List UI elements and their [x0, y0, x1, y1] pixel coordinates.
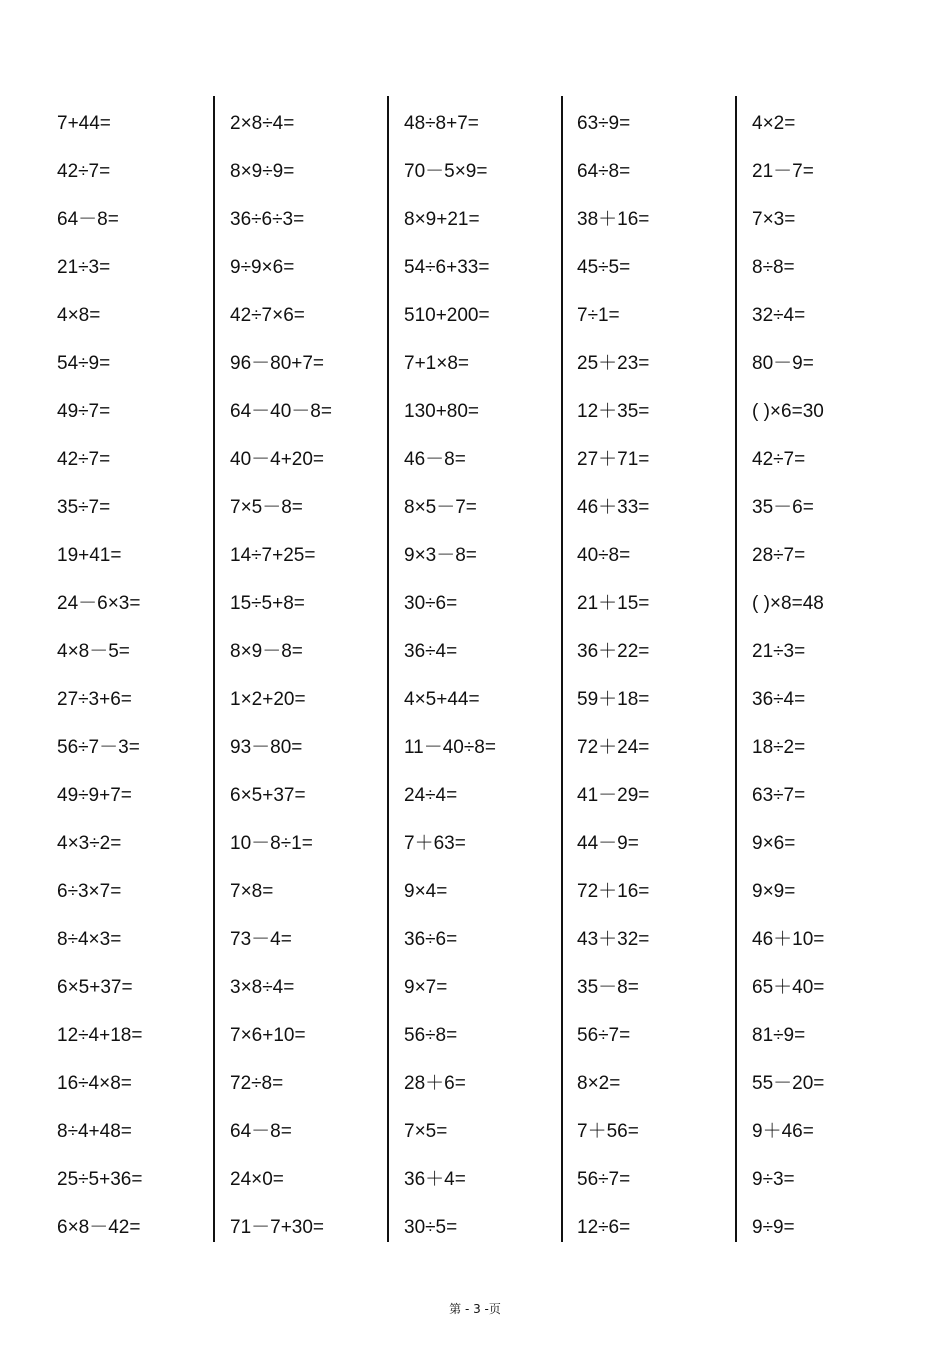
arithmetic-problem: 46＋10= — [752, 929, 825, 950]
arithmetic-problem: 12÷6= — [577, 1217, 631, 1238]
arithmetic-problem: 16÷4×8= — [57, 1073, 132, 1094]
arithmetic-problem: 49÷7= — [57, 401, 111, 422]
arithmetic-problem: 4×8－5= — [57, 641, 130, 662]
arithmetic-problem: 4×5+44= — [404, 689, 480, 710]
arithmetic-problem: 8÷8= — [752, 257, 795, 278]
arithmetic-problem: 56÷7－3= — [57, 737, 140, 758]
arithmetic-problem: 59＋18= — [577, 689, 650, 710]
arithmetic-problem: 55－20= — [752, 1073, 825, 1094]
arithmetic-problem: 7+1×8= — [404, 353, 469, 374]
arithmetic-problem: 30÷5= — [404, 1217, 458, 1238]
arithmetic-problem: 7+44= — [57, 113, 111, 134]
arithmetic-problem: 2×8÷4= — [230, 113, 295, 134]
arithmetic-problem: 9×9= — [752, 881, 796, 902]
arithmetic-problem: 36＋4= — [404, 1169, 466, 1190]
arithmetic-problem: 42÷7×6= — [230, 305, 305, 326]
arithmetic-problem: 40÷8= — [577, 545, 631, 566]
arithmetic-problem: 7÷1= — [577, 305, 620, 326]
arithmetic-problem: 6×5+37= — [57, 977, 133, 998]
arithmetic-problem: 63÷9= — [577, 113, 631, 134]
arithmetic-problem: 36÷4= — [752, 689, 806, 710]
arithmetic-problem: 8×9－8= — [230, 641, 303, 662]
arithmetic-problem: 35÷7= — [57, 497, 111, 518]
arithmetic-problem: 24×0= — [230, 1169, 284, 1190]
problem-column-4 — [577, 100, 747, 1252]
problem-column-2 — [230, 100, 400, 1252]
arithmetic-problem: 42÷7= — [57, 449, 111, 470]
arithmetic-problem: 8×9÷9= — [230, 161, 295, 182]
arithmetic-problem: 25÷5+36= — [57, 1169, 143, 1190]
arithmetic-problem: 71－7+30= — [230, 1217, 325, 1238]
arithmetic-problem: 63÷7= — [752, 785, 806, 806]
arithmetic-problem: 70－5×9= — [404, 161, 488, 182]
arithmetic-problem: 64－40－8= — [230, 401, 332, 422]
arithmetic-problem: 18÷2= — [752, 737, 806, 758]
arithmetic-problem: 35－6= — [752, 497, 814, 518]
arithmetic-problem: 54÷9= — [57, 353, 111, 374]
arithmetic-problem: 41－29= — [577, 785, 650, 806]
arithmetic-problem: 130+80= — [404, 401, 480, 422]
arithmetic-problem: 8×9+21= — [404, 209, 480, 230]
arithmetic-problem: 81÷9= — [752, 1025, 806, 1046]
arithmetic-problem: 21＋15= — [577, 593, 650, 614]
arithmetic-problem: 72÷8= — [230, 1073, 284, 1094]
arithmetic-problem: 12÷4+18= — [57, 1025, 143, 1046]
arithmetic-problem: 8÷4+48= — [57, 1121, 132, 1142]
arithmetic-problem: 49÷9+7= — [57, 785, 132, 806]
arithmetic-problem: 27÷3+6= — [57, 689, 132, 710]
arithmetic-problem: 72＋24= — [577, 737, 650, 758]
arithmetic-problem: 27＋71= — [577, 449, 650, 470]
arithmetic-problem: 7＋63= — [404, 833, 466, 854]
arithmetic-problem: 64－8= — [57, 209, 119, 230]
arithmetic-problem: 56÷7= — [577, 1169, 631, 1190]
arithmetic-problem: 73－4= — [230, 929, 292, 950]
arithmetic-problem: 9×6= — [752, 833, 796, 854]
arithmetic-problem: 21÷3= — [752, 641, 806, 662]
arithmetic-problem: 38＋16= — [577, 209, 650, 230]
arithmetic-problem: 7＋56= — [577, 1121, 639, 1142]
arithmetic-problem: 6÷3×7= — [57, 881, 122, 902]
arithmetic-problem: 64÷8= — [577, 161, 631, 182]
arithmetic-problem: 1×2+20= — [230, 689, 306, 710]
arithmetic-problem: 6×5+37= — [230, 785, 306, 806]
arithmetic-problem: 25＋23= — [577, 353, 650, 374]
arithmetic-problem: 35－8= — [577, 977, 639, 998]
arithmetic-problem: 45÷5= — [577, 257, 631, 278]
arithmetic-problem: 21÷3= — [57, 257, 111, 278]
arithmetic-problem: 36÷6÷3= — [230, 209, 305, 230]
arithmetic-problem: 56÷8= — [404, 1025, 458, 1046]
arithmetic-problem: ( )×6=30 — [752, 401, 824, 422]
page-number: 第 - 3 -页 — [449, 1302, 501, 1316]
arithmetic-problem: 9÷3= — [752, 1169, 795, 1190]
problem-column-3 — [404, 100, 574, 1252]
arithmetic-problem: 12＋35= — [577, 401, 650, 422]
arithmetic-problem: 9×7= — [404, 977, 448, 998]
arithmetic-problem: 44－9= — [577, 833, 639, 854]
arithmetic-problem: 64－8= — [230, 1121, 292, 1142]
arithmetic-problem: 510+200= — [404, 305, 490, 326]
problem-column-5 — [752, 100, 922, 1252]
arithmetic-problem: 65＋40= — [752, 977, 825, 998]
arithmetic-problem: 7×5= — [404, 1121, 448, 1142]
arithmetic-problem: 42÷7= — [752, 449, 806, 470]
arithmetic-problem: 56÷7= — [577, 1025, 631, 1046]
arithmetic-problem: 9÷9×6= — [230, 257, 295, 278]
arithmetic-problem: 42÷7= — [57, 161, 111, 182]
arithmetic-problem: 43＋32= — [577, 929, 650, 950]
arithmetic-problem: 30÷6= — [404, 593, 458, 614]
arithmetic-problem: 80－9= — [752, 353, 814, 374]
arithmetic-problem: 36÷4= — [404, 641, 458, 662]
arithmetic-problem: 4×3÷2= — [57, 833, 122, 854]
arithmetic-problem: 6×8－42= — [57, 1217, 141, 1238]
arithmetic-problem: 7×3= — [752, 209, 796, 230]
arithmetic-problem: 96－80+7= — [230, 353, 325, 374]
arithmetic-problem: 9×3－8= — [404, 545, 477, 566]
problem-column-1 — [57, 100, 227, 1252]
arithmetic-problem: 36＋22= — [577, 641, 650, 662]
arithmetic-problem: 9＋46= — [752, 1121, 814, 1142]
arithmetic-problem: 4×8= — [57, 305, 101, 326]
arithmetic-problem: 9×4= — [404, 881, 448, 902]
arithmetic-problem: 46＋33= — [577, 497, 650, 518]
arithmetic-problem: 4×2= — [752, 113, 796, 134]
arithmetic-problem: 46－8= — [404, 449, 466, 470]
arithmetic-problem: 9÷9= — [752, 1217, 795, 1238]
arithmetic-problem: ( )×8=48 — [752, 593, 824, 614]
arithmetic-problem: 28＋6= — [404, 1073, 466, 1094]
arithmetic-problem: 40－4+20= — [230, 449, 325, 470]
arithmetic-problem: 93－80= — [230, 737, 303, 758]
arithmetic-problem: 7×6+10= — [230, 1025, 306, 1046]
arithmetic-problem: 24－6×3= — [57, 593, 141, 614]
arithmetic-problem: 28÷7= — [752, 545, 806, 566]
arithmetic-problem: 11－40÷8= — [404, 737, 496, 758]
arithmetic-problem: 48÷8+7= — [404, 113, 479, 134]
arithmetic-problem: 24÷4= — [404, 785, 458, 806]
arithmetic-problem: 7×8= — [230, 881, 274, 902]
arithmetic-problem: 14÷7+25= — [230, 545, 316, 566]
arithmetic-problem: 72＋16= — [577, 881, 650, 902]
arithmetic-problem: 36÷6= — [404, 929, 458, 950]
arithmetic-problem: 21－7= — [752, 161, 814, 182]
arithmetic-problem: 19+41= — [57, 545, 122, 566]
arithmetic-problem: 7×5－8= — [230, 497, 303, 518]
arithmetic-problem: 15÷5+8= — [230, 593, 305, 614]
arithmetic-problem: 54÷6+33= — [404, 257, 490, 278]
arithmetic-problem: 3×8÷4= — [230, 977, 295, 998]
arithmetic-problem: 8÷4×3= — [57, 929, 122, 950]
arithmetic-problem: 10－8÷1= — [230, 833, 313, 854]
arithmetic-problem: 8×5－7= — [404, 497, 477, 518]
arithmetic-problem: 32÷4= — [752, 305, 806, 326]
arithmetic-problem: 8×2= — [577, 1073, 621, 1094]
